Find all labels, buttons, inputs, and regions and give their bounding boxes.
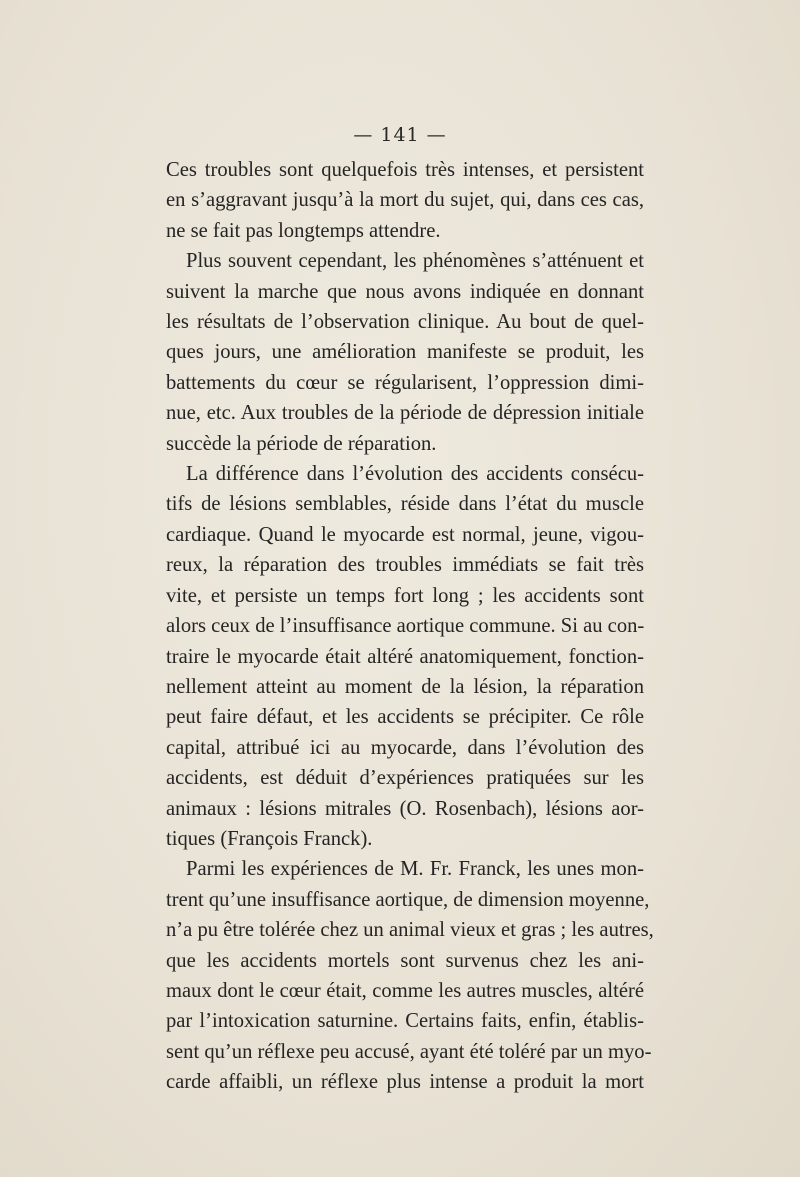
text-line: les résultats de l’observation clinique. Au bout de quel- (166, 311, 644, 334)
text-line: vite, et persiste un temps fort long ; les accidents sont (166, 584, 644, 607)
body-text (166, 155, 654, 1098)
text-line: maux dont le cœur était, comme les autres muscles, altéré (166, 979, 644, 1002)
text-line: La différence dans l’évolution des accidents consécu- (186, 463, 644, 486)
text-line: animaux : lésions mitrales (O. Rosenbach), lésions aor- (166, 797, 644, 820)
text-line: succède la période de réparation. (166, 432, 437, 455)
text-line: accidents, est déduit d’expériences pratiquées sur les (166, 767, 644, 790)
text-line: Parmi les expériences de M. Fr. Franck, les unes mon- (186, 858, 644, 881)
text-line: suivent la marche que nous avons indiquée en donnant (166, 280, 644, 303)
text-line: cardiaque. Quand le myocarde est normal, jeune, vigou- (166, 523, 644, 546)
text-line: nue, etc. Aux troubles de la période de dépression initiale (166, 402, 644, 425)
paragraph-4 (166, 854, 654, 1097)
text-line: peut faire défaut, et les accidents se précipiter. Ce rôle (166, 706, 644, 729)
page-number: — 141 — (353, 124, 447, 146)
text-line: reux, la réparation des troubles immédiats se fait très (166, 554, 644, 577)
paragraph-2 (166, 246, 644, 459)
text-line: Plus souvent cependant, les phénomènes s’atténuent et (186, 250, 644, 273)
text-line: que les accidents mortels sont survenus chez les ani- (166, 949, 644, 972)
text-line: trent qu’une insuffisance aortique, de dimension moyenne, (166, 888, 650, 911)
text-line: Ces troubles sont quelquefois très intenses, et persistent (166, 159, 644, 181)
text-line: sent qu’un réflexe peu accusé, ayant été toléré par un myo- (166, 1040, 652, 1063)
text-line: traire le myocarde était altéré anatomiquement, fonction- (166, 645, 644, 668)
text-line: battements du cœur se régularisent, l’oppression dimi- (166, 371, 644, 394)
text-line: alors ceux de l’insuffisance aortique commune. Si au con- (166, 615, 645, 638)
text-line: nellement atteint au moment de la lésion, la réparation (166, 675, 644, 698)
paragraph-3 (166, 459, 644, 854)
text-line: par l’intoxication saturnine. Certains faits, enfin, établis- (166, 1010, 644, 1033)
text-line: n’a pu être tolérée chez un animal vieux et gras ; les autres, (166, 919, 654, 942)
text-line: ques jours, une amélioration manifeste se produit, les (166, 341, 644, 364)
text-line: tifs de lésions semblables, réside dans l’état du muscle (166, 493, 644, 516)
text-line: en s’aggravant jusqu’à la mort du sujet, qui, dans ces cas, (166, 189, 644, 212)
text-line: carde affaibli, un réflexe plus intense a produit la mort (166, 1071, 644, 1094)
paragraph-1 (166, 155, 644, 246)
text-line: ne se fait pas longtemps attendre. (166, 219, 441, 242)
text-line: tiques (François Franck). (166, 827, 373, 850)
text-line: capital, attribué ici au myocarde, dans l’évolution des (166, 736, 644, 759)
